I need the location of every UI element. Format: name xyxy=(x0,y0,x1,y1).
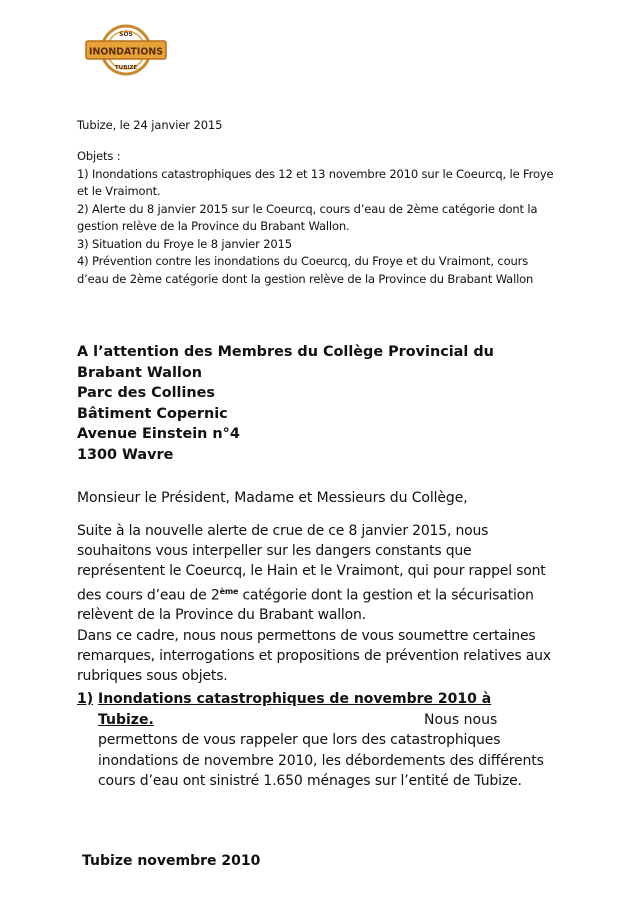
section-heading-line1: Inondations catastrophiques de novembre 2010 à xyxy=(98,691,492,707)
section-heading-line2-row xyxy=(98,710,547,731)
recipient-line: Avenue Einstein n°4 xyxy=(77,426,240,442)
recipient-line: 1300 Wavre xyxy=(77,446,174,463)
section-lead-text: Nous nous xyxy=(424,711,498,728)
body-text-part1: Suite à la nouvelle alerte de crue de ce 8 janvier 2015, nous souhaitons vous interpeller sur les dangers constants que représentent le Coeurcq, le Hain et le Vraimont, qui pour rappel sont des cours d’eau de 2 xyxy=(77,523,546,604)
footer-title: Tubize novembre 2010 xyxy=(82,853,261,869)
section-heading-line2: Tubize. xyxy=(98,711,154,728)
logo-bottom-text: TUBIZE xyxy=(114,65,138,71)
objet-item: 1) Inondations catastrophiques des 12 et 13 novembre 2010 sur le Coeurcq, le Froye et le Vraimont. xyxy=(77,166,554,198)
logo-emblem-icon xyxy=(84,22,168,78)
recipient-address xyxy=(77,342,547,465)
sos-inondations-tubize-logo xyxy=(84,22,168,78)
body-text-part2: catégorie dont la gestion et la sécurisation relèvent de la Province du Brabant wallon. xyxy=(77,587,534,624)
salutation: Monsieur le Président, Madame et Messieurs du Collège, xyxy=(77,490,468,506)
objet-item: 3) Situation du Froye le 8 janvier 2015 xyxy=(77,236,292,251)
recipient-line: Bâtiment Copernic xyxy=(77,405,228,422)
section-heading xyxy=(98,689,547,710)
recipient-line: A l’attention des Membres du Collège Provincial du xyxy=(77,344,494,360)
objets-label: Objets : xyxy=(77,149,121,163)
objet-item: 4) Prévention contre les inondations du Coeurcq, du Froye et du Vraimont, cours d’eau de 2ème catégorie dont la gestion relève de la Province du Brabant Wallon xyxy=(77,254,534,286)
body-superscript: ème xyxy=(219,586,239,596)
section-number: 1) xyxy=(77,691,94,707)
recipient-line: Parc des Collines xyxy=(77,385,215,401)
logo-main-text: INONDATIONS xyxy=(89,46,163,58)
objets-block xyxy=(77,148,557,288)
date-line: Tubize, le 24 janvier 2015 xyxy=(77,118,223,132)
recipient-line: Brabant Wallon xyxy=(77,364,202,381)
logo-top-text: SOS xyxy=(119,31,133,38)
body-text-part3: Dans ce cadre, nous nous permettons de vous soumettre certaines remarques, interrogations et propositions de prévention relatives aux rubriques sous objets. xyxy=(77,627,551,685)
objet-item: 2) Alerte du 8 janvier 2015 sur le Coeurcq, cours d’eau de 2ème catégorie dont la gestion relève de la Province du Brabant Wallon. xyxy=(77,201,538,233)
section-body-text: permettons de vous rappeler que lors des catastrophiques inondations de novembre 2010, les débordements des différents cours d’eau ont sinistré 1.650 ménages sur l’entité de Tubize. xyxy=(98,732,544,789)
body-paragraph xyxy=(77,521,557,686)
section-1 xyxy=(77,689,547,792)
